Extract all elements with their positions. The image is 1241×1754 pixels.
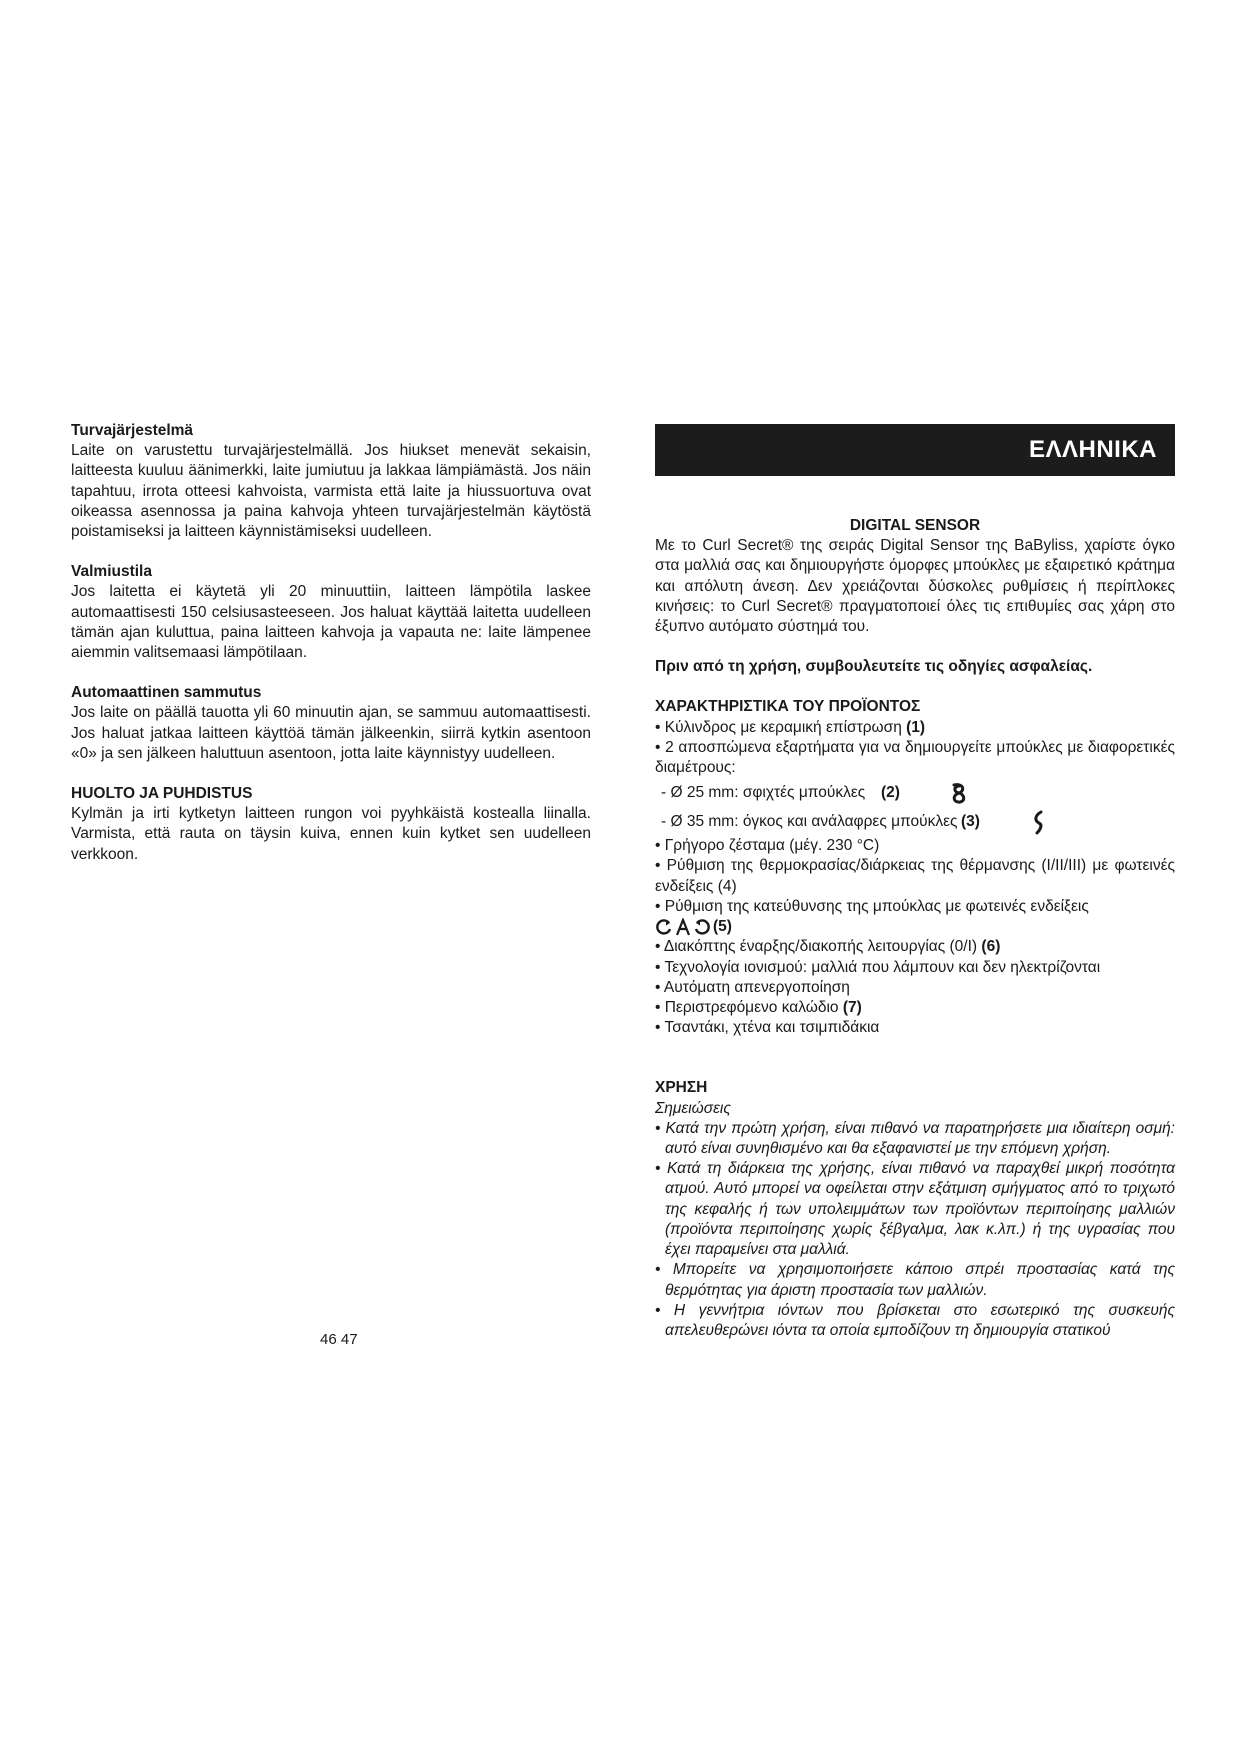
- list-item: • Κύλινδρος με κεραμική επίστρωση (1): [655, 718, 926, 736]
- auto-a-icon: [675, 918, 691, 936]
- care-section: [71, 784, 591, 865]
- features-title: ΧΑΡΑΚΤΗΡΙΣΤΙΚΑ ΤΟΥ ΠΡΟΪΟΝΤΟΣ: [655, 698, 921, 716]
- list-item: • Ρύθμιση της θερμοκρασίας/διάρκειας της θέρμανσης (I/II/III) με φωτεινές ενδείξεις (4): [655, 857, 1175, 895]
- usage-title: ΧΡΗΣΗ: [655, 1079, 708, 1097]
- care-text: Kylmän ja irti kytketyn laitteen rungon voi pyyhkäistä kostealla liinalla. Varmista, että rauta on täysin kuiva, ennen kuin kytket sen uudelleen verkkoon.: [71, 805, 591, 863]
- list-item: • Μπορείτε να χρησιμοποιήσετε κάποιο σπρέι προστασίας κατά της θερμότητας για άριστη προστασία των μαλλιών.: [655, 1261, 1175, 1299]
- usage-section: [655, 1078, 1175, 1341]
- autooff-title: Automaattinen sammutus: [71, 684, 262, 702]
- notes-label: Σημειώσεις: [655, 1099, 731, 1117]
- care-title: HUOLTO JA PUHDISTUS: [71, 785, 253, 803]
- features-list: [655, 718, 1175, 1039]
- list-item: • Κατά τη διάρκεια της χρήσης, είναι πιθανό να παραχθεί μικρή ποσότητα ατμού. Αυτό μπορεί να οφείλεται στην εξάτμιση σμήγματος από το τριχωτό της κεφαλής ή των υπολειμμάτων των προϊόντων περιποίησης μαλλιών (προϊόντα περιποίησης χωρίς ξέβγαλμα, λακ κ.λπ.) ή της υγρασίας που έχει παραμείνει στα μαλλιά.: [655, 1160, 1175, 1259]
- standby-section: [71, 562, 591, 663]
- autooff-section: [71, 683, 591, 764]
- product-subtitle: DIGITAL SENSOR: [849, 517, 981, 534]
- rotate-right-icon: [693, 918, 711, 936]
- notes-list: [655, 1119, 1175, 1341]
- standby-title: Valmiustila: [71, 563, 152, 581]
- list-item: • Περιστρεφόμενο καλώδιο (7): [655, 999, 862, 1017]
- left-column: [71, 421, 591, 885]
- standby-text: Jos laitetta ei käytetä yli 20 minuuttiin, laitteen lämpötila laskee automaattisesti 150 celsiusasteeseen. Jos haluat käyttää laitetta uudelleen tämän ajan kuluttua, paina laitteen kahvoja ja vapauta ne: laite lämpenee aiemmin valitsemaasi lämpötilaan.: [71, 583, 591, 662]
- rotate-left-icon: [655, 918, 673, 936]
- list-item: • Αυτόματη απενεργοποίηση: [655, 978, 850, 996]
- tight-curl-icon: [950, 781, 968, 805]
- loose-curl-icon: [1032, 809, 1046, 835]
- features-section: [655, 697, 1175, 1038]
- curl-direction-icons: (5): [655, 917, 732, 937]
- page-numbers: 46 47: [320, 1331, 358, 1348]
- safety-note: Πριν από τη χρήση, συμβουλευτείτε τις οδηγίες ασφαλείας.: [655, 658, 1093, 676]
- list-item: • Τεχνολογία ιονισμού: μαλλιά που λάμπουν και δεν ηλεκτρίζονται: [655, 958, 1101, 976]
- list-item: • Γρήγορο ζέσταμα (μέγ. 230 °C): [655, 837, 880, 855]
- intro-text: Με το Curl Secret® της σειράς Digital Sensor της BaByliss, χαρίστε όγκο στα μαλλιά σας και δημιουργήστε όμορφες μπούκλες με εξαιρετικό κράτημα και απόλυτη άνεση. Δεν χρειάζονται δύσκολες ρυθμίσεις ή περίπλοκες κινήσεις: το Curl Secret® πραγματοποιεί όλες τις επιθυμίες σας χάρη στο έξυπνο αυτόματο σύστημά του.: [655, 537, 1175, 636]
- diameter-35-item: - Ø 35 mm: όγκος και ανάλαφρες μπούκλες (3): [655, 807, 1175, 836]
- list-item: • Κατά την πρώτη χρήση, είναι πιθανό να παρατηρήσετε μια ιδιαίτερη οσμή: αυτό είναι συνηθισμένο και θα εξαφανιστεί με την επόμενη χρήση.: [655, 1119, 1175, 1158]
- right-column: [655, 424, 1175, 1341]
- diameter-25-item: - Ø 25 mm: σφιχτές μπούκλες (2): [655, 778, 1175, 807]
- list-item: • Η γεννήτρια ιόντων που βρίσκεται στο εσωτερικό της συσκευής απελευθερώνει ιόντα τα οποία εμποδίζουν τη δημιουργία στατικού: [655, 1301, 1175, 1339]
- safety-title: Turvajärjestelmä: [71, 422, 194, 439]
- list-item: • Τσαντάκι, χτένα και τσιμπιδάκια: [655, 1019, 880, 1037]
- safety-section: [71, 421, 591, 542]
- autooff-text: Jos laite on päällä tauotta yli 60 minuutin ajan, se sammuu automaattisesti. Jos haluat jatkaa laitteen käyttöä tämän jälkeenkin, siirrä kytkin asentoon «0» ja sen jälkeen haluttuun asentoon, jotta laite käynnistyy uudelleen.: [71, 704, 591, 762]
- safety-text: Laite on varustettu turvajärjestelmällä. Jos hiukset menevät sekaisin, laitteesta kuuluu äänimerkki, laite jumiutuu ja lakkaa lämpiämästä. Jos näin tapahtuu, irrota otteesi kahvoista, varmista että laite ja hiussuortuva ovat oikeassa asennossa ja paina kahvoja yhteen turvajärjestelmän käytöstä poistamiseksi ja laitteen käynnistämiseksi uudelleen.: [71, 442, 591, 541]
- list-item: • 2 αποσπώμενα εξαρτήματα για να δημιουργείτε μπούκλες με διαφορετικές διαμέτρους:: [655, 738, 1175, 777]
- language-banner: ΕΛΛΗΝΙΚΑ: [655, 424, 1175, 476]
- list-item: • Ρύθμιση της κατεύθυνσης της μπούκλας με φωτεινές ενδείξεις (5): [655, 897, 1175, 938]
- list-item: • Διακόπτης έναρξης/διακοπής λειτουργίας (0/I) (6): [655, 938, 1001, 956]
